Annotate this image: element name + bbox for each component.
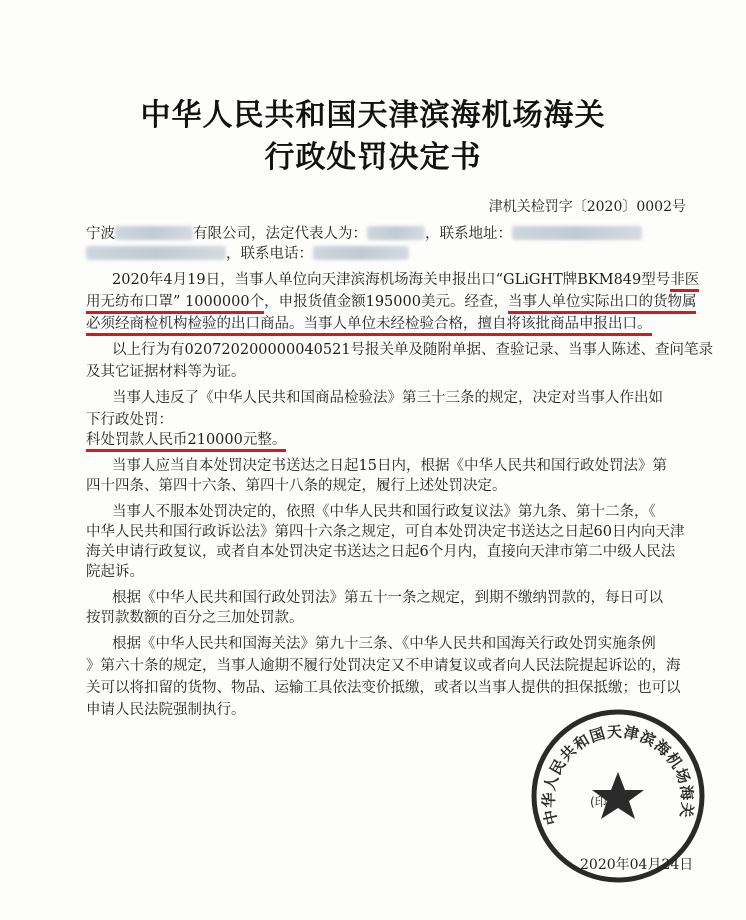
- notice-6-line-1: 根据《中华人民共和国行政处罚法》第五十一条之规定，到期不缴纳罚款的，每日可以: [112, 590, 663, 606]
- penalty-amount: 科处罚款人民币210000元整。: [86, 432, 286, 452]
- facts-line-2: [86, 292, 706, 312]
- party-line-1: [86, 224, 706, 244]
- party-address-label: ，联系地址：: [425, 226, 512, 242]
- notice-7-line-1: 根据《中华人民共和国海关法》第九十三条、《中华人民共和国海关行政处罚实施条例: [112, 636, 656, 652]
- notice-5-line-3: 海关申请行政复议，或者自本处罚决定书送达之日起6个月内，直接向天津市第二中级人民法: [86, 544, 676, 560]
- document-number: 津机关检罚字〔2020〕0002号: [488, 199, 686, 215]
- redacted-address-cont: [86, 246, 226, 260]
- seal-text: 中华人民共和国天津滨海机场海关: [539, 722, 697, 827]
- facts-line-3: [86, 314, 706, 334]
- notice-7-line-2: 》第六十条的规定，当事人逾期不履行处罚决定又不申请复议或者向人民法院提起诉讼的，海: [86, 658, 681, 674]
- notice-5-line-1: 当事人不服本处罚决定的，依照《中华人民共和国行政复议法》第九条、第十二条，《: [112, 504, 656, 520]
- seal-inner-label: (印章): [590, 795, 624, 809]
- highlight-inspection: 必须经商检机构检验的出口商品。当事人单位未经检验合格，: [86, 316, 478, 336]
- decision-line-2: 下行政处罚：: [86, 412, 173, 428]
- facts-line-1: [112, 270, 732, 290]
- facts-text: 2020年4月19日，当事人单位向天津滨海机场海关申报出口“GLiGHT牌BKM849型号: [112, 272, 671, 288]
- highlight-export: 擅自将该批商品申报出口。: [478, 316, 652, 336]
- penalty-line: [86, 430, 706, 450]
- notice-4-line-1: 当事人应当自本处罚决定书送达之日起15日内，根据《中华人民共和国行政处罚法》第: [112, 458, 667, 474]
- highlight-goods: 当事人单位实际出口的货物属: [508, 294, 697, 314]
- highlight-quantity: 用无纺布口罩” 1000000个: [86, 294, 264, 314]
- redacted-address: [512, 226, 642, 240]
- evidence-line-1: 以上行为有020720200000040521号报关单及随附单据、查验记录、当事人陈述、查问笔录: [112, 342, 714, 358]
- redacted-company-name: [115, 226, 193, 240]
- notice-5-line-4: 院起诉。: [86, 564, 144, 580]
- notice-5-line-2: 中华人民共和国行政诉讼法》第四十六条之规定，可自本处罚决定书送达之日起60日内向天津: [86, 524, 685, 540]
- party-phone-label: ，联系电话：: [226, 246, 313, 262]
- document-title-line1: 中华人民共和国天津滨海机场海关: [140, 98, 606, 133]
- facts-text: ，申报货值金额195000美元。经查，: [264, 294, 508, 310]
- redacted-phone: [313, 246, 409, 260]
- highlight-product: 非医: [670, 272, 699, 292]
- decision-line-1: 当事人违反了《中华人民共和国商品检验法》第三十三条的规定，决定对当事人作出如: [112, 390, 663, 406]
- notice-6-line-2: 按罚款数额的百分之三加处罚款。: [86, 610, 304, 626]
- notice-7-line-4: 申请人民法院强制执行。: [86, 702, 246, 718]
- party-company-suffix: 有限公司，法定代表人为：: [193, 226, 367, 242]
- notice-7-line-3: 关可以将扣留的货物、物品、运输工具依法变价抵缴，或者以当事人提供的担保抵缴；也可以: [86, 680, 681, 696]
- redacted-representative: [367, 226, 425, 240]
- issue-date: 2020年04月24日: [580, 857, 694, 873]
- document-title-line2: 行政处罚决定书: [264, 140, 482, 175]
- evidence-line-2: 及其它证据材料等为证。: [86, 364, 246, 380]
- party-line-2: [86, 244, 706, 264]
- notice-4-line-2: 四十四条、第四十六条、第四十八条的规定，履行上述处罚决定。: [86, 478, 507, 494]
- party-prefix: 宁波: [86, 226, 115, 242]
